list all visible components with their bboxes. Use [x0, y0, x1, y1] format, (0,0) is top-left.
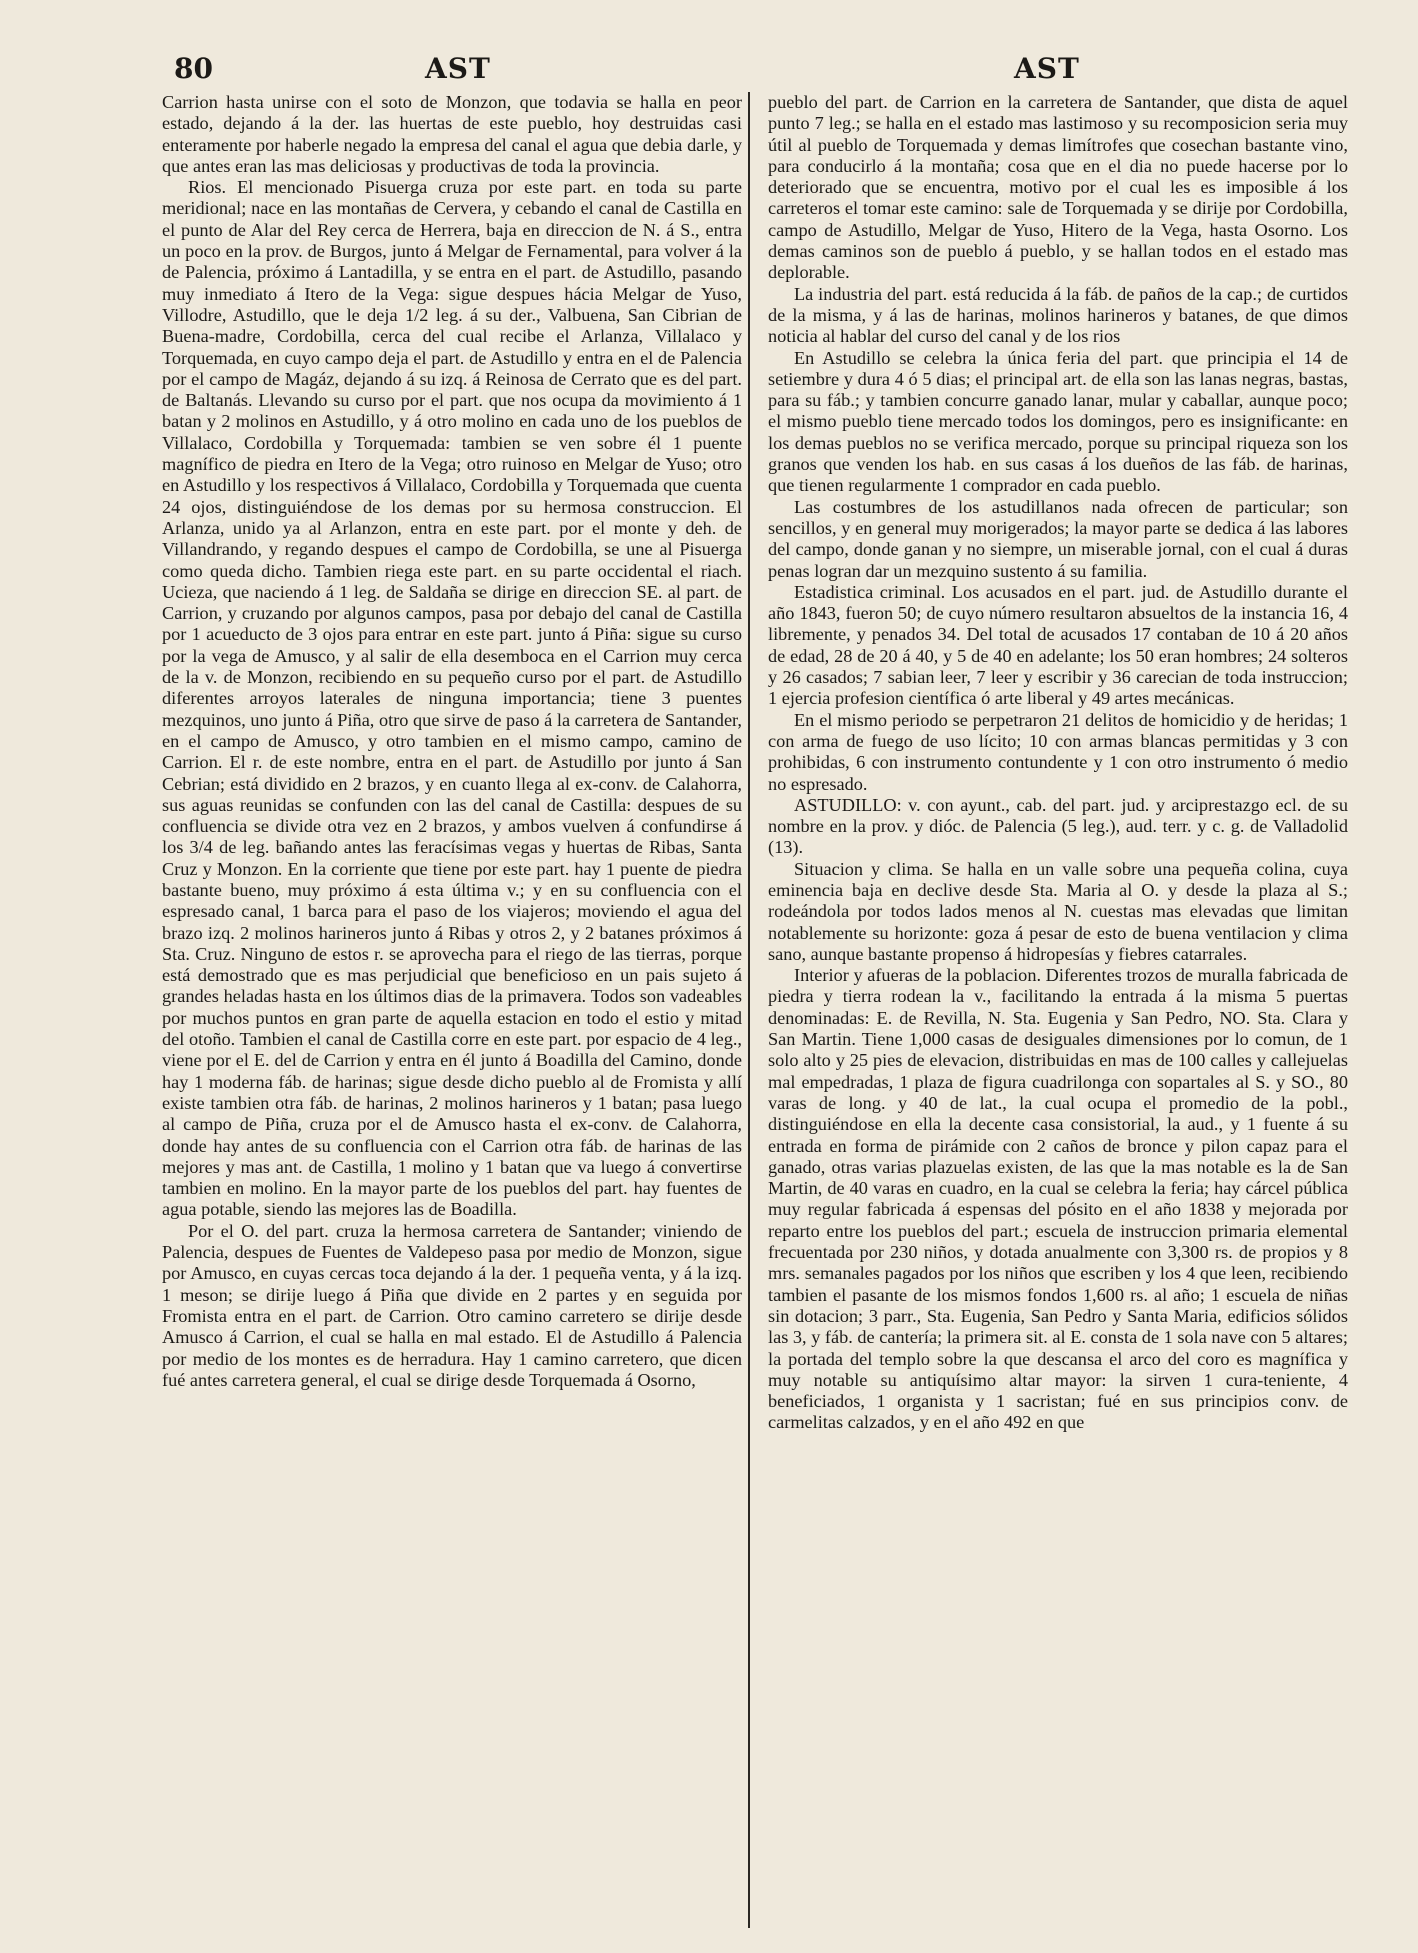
paragraph: Carrion hasta unirse con el soto de Monzon, que todavia se halla en peor estado, dejando á la der. las huertas de este pueblo, hoy destruidas casi enteramente por haberle negado la empresa del canal el agua que debia darle, y que antes eran las mas deliciosas y productivas de toda la provincia. — [162, 92, 742, 176]
paragraph: Por el O. del part. cruza la hermosa carretera de Santander; viniendo de Palencia, despues de Fuentes de Valdepeso pasa por medio de Monzon, sigue por Amusco, en cuyas cercas toca dejando á la der. 1 pequeña venta, y á la izq. 1 meson; se dirije luego á Piña que divide en 2 partes y en seguida por Fromista entra en el part. de Carrion. Otro camino carretero se dirije desde Amusco á Carrion, el cual se halla en mal estado. El de Astudillo á Palencia por medio de los montes es de herradura. Hay 1 camino carretero, que dicen fué antes carretera general, el cual se dirige desde Torquemada á Osorno, — [162, 1220, 742, 1390]
paragraph: pueblo del part. de Carrion en la carretera de Santander, que dista de aquel punto 7 leg.; se halla en el estado mas lastimoso y su recomposicion seria muy útil al pueblo de Torquemada y demas limítrofes que cosechan bastante vino, para conducirlo á la montaña; cosa que en el dia no puede hacerse por lo deteriorado que se encuentra, motivo por el cual les es imposible á los carreteros el tomar este camino: sale de Torquemada y se dirije por Cordobilla, campo de Astudillo, Melgar de Yuso, Hitero de la Vega, hasta Osorno. Los demas caminos son de pueblo á pueblo, y se hallan todos en el estado mas deplorable. — [768, 92, 1348, 283]
paragraph: ASTUDILLO: v. con ayunt., cab. del part. jud. y arciprestazgo ecl. de su nombre en la prov. y dióc. de Palencia (5 leg.), aud. terr. y c. g. de Valladolid (13). — [768, 794, 1348, 858]
paragraph: Interior y afueras de la poblacion. Diferentes trozos de muralla fabricada de piedra y tierra rodean la v., facilitando la entrada á la misma 5 puertas denominadas: E. de Revilla, N. Sta. Eugenia y San Pedro, NO. Sta. Clara y San Martin. Tiene 1,000 casas de desiguales dimensiones por lo comun, de 1 solo alto y 25 pies de elevacion, distribuidas en mas de 100 calles y callejuelas mal empedradas, 1 plaza de figura cuadrilonga con sopartales al S. y SO., 80 varas de long. y 40 de lat., la cual ocupa el promedio de la pobl., distinguiéndose en ella la decente casa consistorial, la aud., y 1 fuente á su entrada en forma de pirámide con 2 caños de bronce y pilon capaz para el ganado, otras varias plazuelas existen, de las que la mas notable es la de San Martin, de 40 varas en cuadro, en la cual se celebra la feria; hay cárcel pública muy regular fabricada á espensas del pósito en el año 1838 y mejorada por reparto entre los pueblos del part.; escuela de instruccion primaria elemental frecuentada por 230 niños, y dotada anualmente con 3,300 rs. de propios y 8 mrs. semanales pagados por los niños que escriben y los 4 que leen, recibiendo tambien el pasante de los mismos fondos 1,600 rs. al año; 1 escuela de niñas sin dotacion; 3 parr., Sta. Eugenia, San Pedro y Santa Maria, edificios sólidos las 3, y fáb. de cantería; la primera sit. al E. consta de 1 sola nave con 5 altares; la portada del templo sobre la que descansa el arco del coro es magnífica y muy notable su antiquísimo altar mayor: la sirven 1 cura-teniente, 4 beneficiados, 1 organista y 1 sacristan; fué en sus principios conv. de carmelitas calzados, y en el año 492 en que — [768, 965, 1348, 1433]
page-header — [0, 44, 1418, 92]
paragraph: Las costumbres de los astudillanos nada ofrecen de particular; son sencillos, y en general muy morigerados; la mayor parte se dedica á las labores del campo, donde ganan y no siempre, un miserable jornal, con el cual á duras penas logran dar un mezquino sustento á su familia. — [768, 496, 1348, 581]
left-column — [162, 92, 742, 1922]
paragraph: Situacion y clima. Se halla en un valle sobre una pequeña colina, cuya eminencia baja en declive desde Sta. Maria al O. y desde la plaza al S.; rodeándola por todos lados menos al N. cuestas mas elevadas que limitan notablemente su horizonte: goza á pesar de esto de buena ventilacion y clima sano, aunque bastante propenso á hidropesías y fiebres catarrales. — [768, 858, 1348, 964]
paragraph: La industria del part. está reducida á la fáb. de paños de la cap.; de curtidos de la misma, y á las de harinas, molinos harineros y batanes, de que dimos noticia al hablar del curso del canal y de los rios — [768, 283, 1348, 347]
paragraph: En Astudillo se celebra la única feria del part. que principia el 14 de setiembre y dura 4 ó 5 dias; el principal art. de ella son las lanas negras, bastas, para su fáb.; y tambien concurre ganado lanar, mular y caballar, aunque poco; el mismo pueblo tiene mercado todos los domingos, pero es insignificante: en los demas pueblos no se verifica mercado, porque su principal riqueza son los granos que venden los hab. en sus casas á los dueños de las fáb. de harinas, que tienen regularmente 1 comprador en cada pueblo. — [768, 347, 1348, 496]
paragraph: En el mismo periodo se perpetraron 21 delitos de homicidio y de heridas; 1 con arma de fuego de uso lícito; 10 con armas blancas permitidas y 3 con prohibidas, 6 con instrumento contundente y 1 con otro instrumento ó medio no espresado. — [768, 709, 1348, 794]
column-divider — [748, 92, 750, 1928]
right-column — [768, 92, 1348, 1922]
running-head-left: AST — [425, 52, 491, 85]
paragraph: Estadistica criminal. Los acusados en el part. jud. de Astudillo durante el año 1843, fueron 50; de cuyo número resultaron absueltos de la instancia 16, 4 libremente, y penados 34. Del total de acusados 17 contaban de 10 á 20 años de edad, 28 de 20 á 40, y 5 de 40 en adelante; los 50 eran hombres; 24 solteros y 26 casados; 7 sabian leer, 7 leer y escribir y 36 carecian de toda instruccion; 1 ejercia profesion científica ó arte liberal y 49 artes mecánicas. — [768, 581, 1348, 709]
paragraph: Rios. El mencionado Pisuerga cruza por este part. en toda su parte meridional; nace en las montañas de Cervera, y cebando el canal de Castilla en el punto de Alar del Rey cerca de Herrera, baja en direccion de N. á S., entra un poco en la prov. de Burgos, junto á Melgar de Fernamental, para volver á la de Palencia, próximo á Lantadilla, y se entra en el part. de Astudillo, pasando muy inmediato á Itero de la Vega: sigue despues hácia Melgar de Yuso, Villodre, Astudillo, que le deja 1/2 leg. á su der., Valbuena, San Cibrian de Buena-madre, Cordobilla, cerca del cual recibe el Arlanza, Villalaco y Torquemada, en cuyo campo deja el part. de Astudillo y entra en el de Palencia por el campo de Magáz, dejando á su izq. á Reinosa de Cerrato que es del part. de Baltanás. Llevando su curso por el part. que nos ocupa da movimiento á 1 batan y 2 molinos en Astudillo, y á otro molino en cada uno de los pueblos de Villalaco, Cordobilla y Torquemada: tambien se ven sobre él 1 puente magnífico de piedra en Itero de la Vega; otro ruinoso en Melgar de Yuso; otro en Astudillo y los respectivos á Villalaco, Cordobilla y Torquemada que cuenta 24 ojos, distinguiéndose de los demas por su hermosa construccion. El Arlanza, unido ya al Arlanzon, entra en este part. por el monte y deh. de Villandrando, y regando despues el campo de Cordobilla, se une al Pisuerga como queda dicho. Tambien riega este part. en su parte occidental el riach. Ucieza, que naciendo á 1 leg. de Saldaña se dirige en direccion SE. al part. de Carrion, y cruzando por algunos campos, pasa por debajo del canal de Castilla por 1 acueducto de 3 ojos para entrar en este part. junto á Piña: sigue su curso por la vega de Amusco, y al salir de ella desemboca en el Carrion muy cerca de la v. de Monzon, recibiendo en su pequeño curso por el part. de Astudillo diferentes arroyos laterales de ninguna importancia; tiene 3 puentes mezquinos, uno junto á Piña, otro que sirve de paso á la carretera de Santander, en el campo de Amusco, y otro tambien en el mismo campo, camino de Carrion. El r. de este nombre, entra en el part. de Astudillo por junto á San Cebrian; está dividido en 2 brazos, y en cuanto llega al ex-conv. de Calahorra, sus aguas reunidas se confunden con las del canal de Castilla: despues de su confluencia se divide otra vez en 2 brazos, y ambos vuelven á confundirse á los 3/4 de leg. bañando antes las feracísimas vegas y huertas de Ribas, Santa Cruz y Monzon. En la corriente que tiene por este part. hay 1 puente de piedra bastante bueno, muy próximo á esta última v.; y en su confluencia con el espresado canal, 1 barca para el paso de los viajeros; moviendo el agua del brazo izq. 2 molinos harineros junto á Ribas y otros 2, y 2 batanes próximos á Sta. Cruz. Ninguno de estos r. se aprovecha para el riego de las tierras, porque está demostrado que es mas perjudicial que beneficioso en un pais sujeto á grandes heladas hasta en los últimos dias de la primavera. Todos son vadeables por muchos puntos en gran parte de aquella estacion en todo el estio y mitad del otoño. Tambien el canal de Castilla corre en este part. por espacio de 4 leg., viene por el E. del de Carrion y entra en él junto á Boadilla del Camino, donde hay 1 moderna fáb. de harinas; sigue desde dicho pueblo al de Fromista y allí existe tambien otra fáb. de harinas, 2 molinos harineros y 1 batan; pasa luego al campo de Piña, cruza por el de Amusco hasta el ex-conv. de Calahorra, donde hay antes de su confluencia con el Carrion otra fáb. de harinas de las mejores y mas ant. de Castilla, 1 molino y 1 batan que va luego á convertirse tambien en molino. En la mayor parte de los pueblos del part. hay fuentes de agua potable, siendo las mejores las de Boadilla. — [162, 177, 742, 1220]
running-head-right: AST — [1014, 52, 1080, 85]
page-number: 80 — [174, 52, 213, 85]
